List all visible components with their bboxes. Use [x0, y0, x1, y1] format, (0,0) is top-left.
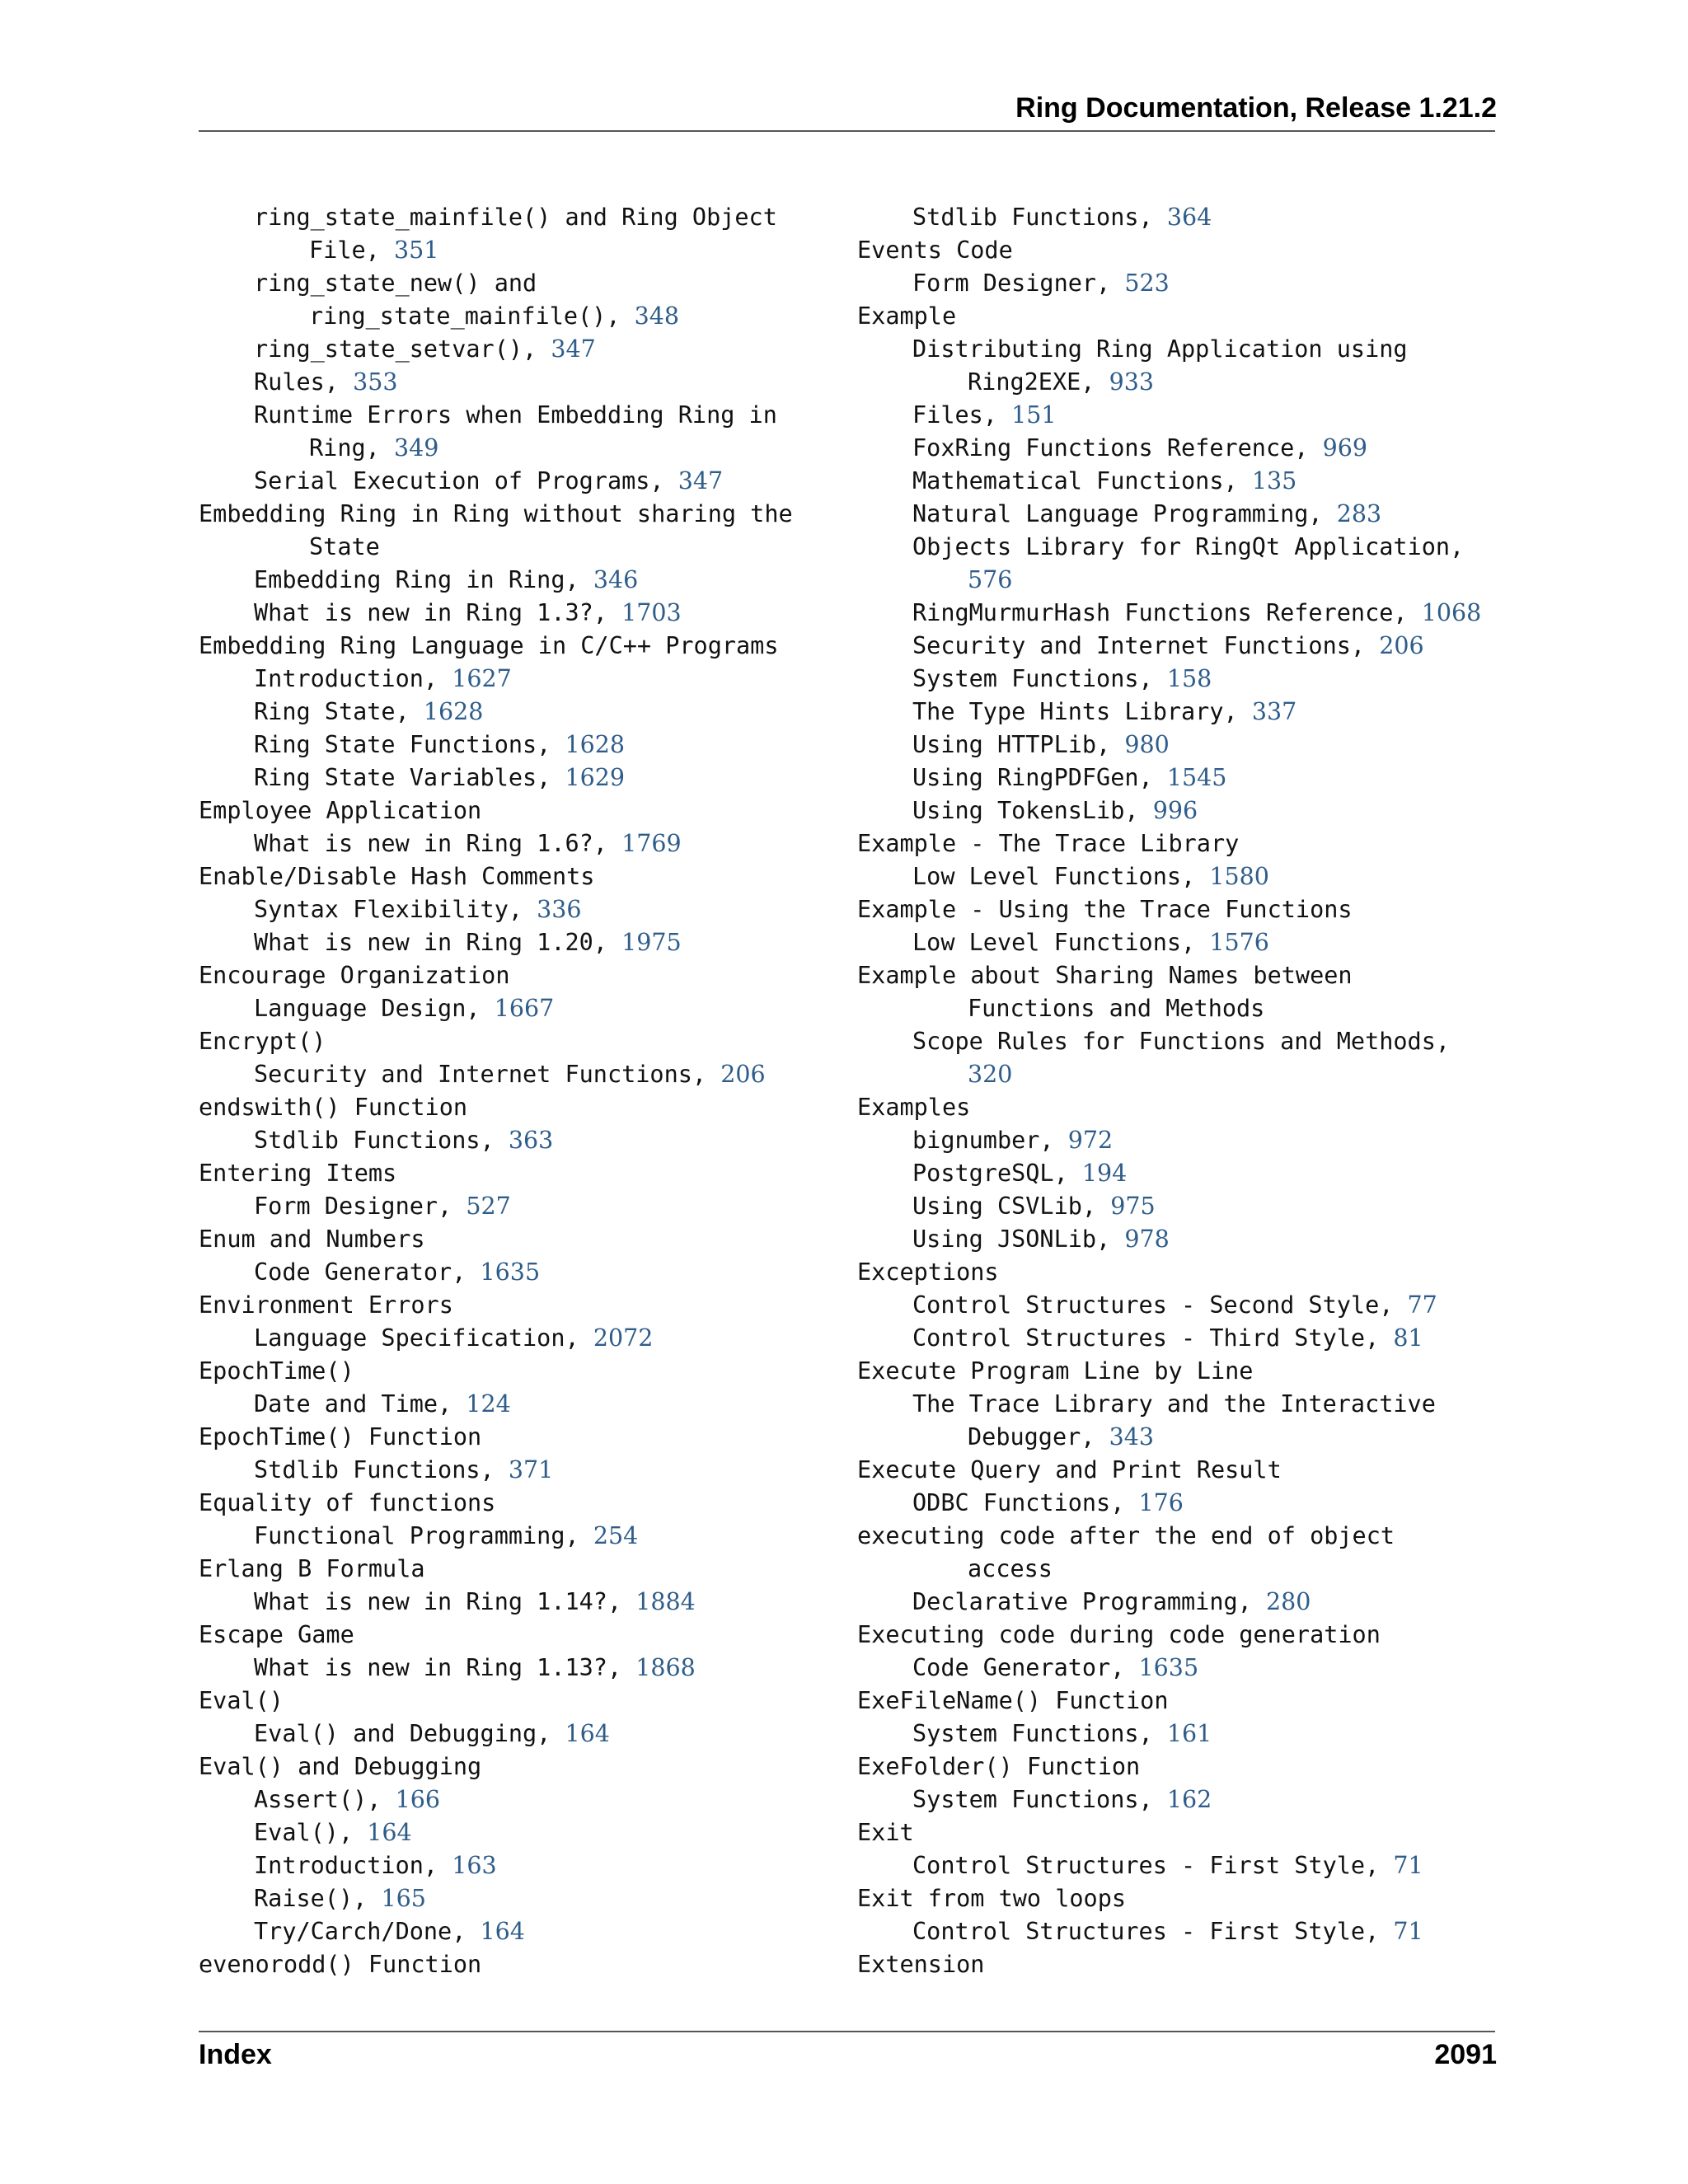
- index-entry-text: Low Level Functions,: [912, 863, 1210, 890]
- page-link[interactable]: 343: [1109, 1423, 1154, 1451]
- index-subentry: [857, 1289, 1500, 1322]
- index-entry-text: Exit from two loops: [857, 1885, 1127, 1912]
- index-subentry: [199, 1586, 825, 1619]
- index-entry-text: RingMurmurHash Functions Reference,: [912, 599, 1422, 626]
- index-entry-text: Code Generator,: [254, 1258, 481, 1286]
- page-link[interactable]: 996: [1152, 797, 1198, 824]
- index-term: [857, 1816, 1500, 1849]
- page-link[interactable]: 349: [393, 434, 439, 462]
- page-link[interactable]: 1627: [452, 665, 512, 692]
- page-link[interactable]: 1703: [621, 599, 682, 626]
- index-term: [199, 1355, 825, 1388]
- page-link[interactable]: 162: [1166, 1786, 1212, 1813]
- index-entry-text: Objects Library for RingQt Application,: [912, 533, 1465, 560]
- page-link[interactable]: 1769: [621, 830, 682, 857]
- page-link[interactable]: 364: [1166, 204, 1212, 231]
- index-entry-text: Execute Query and Print Result: [857, 1456, 1282, 1483]
- page-link[interactable]: 363: [508, 1127, 554, 1154]
- index-term: [857, 1256, 1500, 1289]
- running-header-title: Ring Documentation, Release 1.21.2: [1015, 92, 1497, 124]
- index-subentry: [857, 465, 1500, 498]
- page-link[interactable]: 320: [968, 1061, 1013, 1088]
- index-subentry: [199, 531, 825, 564]
- index-entry-text: Employee Application: [199, 797, 482, 824]
- index-term: [199, 1091, 825, 1124]
- page-link[interactable]: 347: [678, 467, 724, 494]
- index-entry-text: Encrypt(): [199, 1028, 326, 1055]
- index-subentry: [857, 1586, 1500, 1619]
- page-link[interactable]: 1068: [1421, 599, 1482, 626]
- index-entry-text: Entering Items: [199, 1160, 397, 1187]
- page-link[interactable]: 353: [353, 368, 398, 396]
- index-subentry: [199, 333, 825, 366]
- index-term: [857, 1750, 1500, 1783]
- index-entry-text: Events Code: [857, 237, 1013, 264]
- page-link[interactable]: 2072: [593, 1324, 654, 1352]
- index-subentry: [199, 564, 825, 597]
- index-subentry: [857, 432, 1500, 465]
- index-subentry: [857, 1124, 1500, 1157]
- index-subentry: [857, 992, 1500, 1025]
- page-link[interactable]: 337: [1251, 698, 1297, 725]
- page-link[interactable]: 1628: [565, 731, 626, 758]
- index-term: [857, 1454, 1500, 1487]
- index-column-left: [199, 201, 825, 1981]
- index-entry-text: Executing code during code generation: [857, 1621, 1381, 1648]
- index-entry-text: Runtime Errors when Embedding Ring in: [254, 401, 777, 429]
- index-subentry: [199, 1058, 825, 1091]
- index-subentry: [857, 1388, 1500, 1421]
- page-link[interactable]: 77: [1407, 1291, 1437, 1319]
- index-term: [199, 1223, 825, 1256]
- index-subentry: [199, 1520, 825, 1553]
- index-subentry: [857, 794, 1500, 827]
- index-entry-text: Introduction,: [254, 665, 452, 692]
- page-link[interactable]: 1628: [423, 698, 484, 725]
- index-entry-text: Equality of functions: [199, 1489, 496, 1516]
- index-entry-text: ExeFolder() Function: [857, 1753, 1141, 1780]
- index-subentry: [199, 267, 825, 300]
- index-subentry: [199, 1718, 825, 1750]
- index-subentry: [199, 1124, 825, 1157]
- page-link[interactable]: 151: [1011, 401, 1057, 429]
- index-subentry: [857, 1718, 1500, 1750]
- index-entry-text: ExeFileName() Function: [857, 1687, 1169, 1714]
- page-link[interactable]: 206: [1379, 632, 1424, 659]
- index-term: [857, 893, 1500, 926]
- page-link[interactable]: 71: [1393, 1852, 1423, 1879]
- index-entry-text: Ring,: [309, 434, 394, 462]
- header-rule: [199, 130, 1495, 132]
- index-subentry: [857, 333, 1500, 366]
- index-entry-text: Environment Errors: [199, 1291, 453, 1319]
- index-subentry: [199, 1783, 825, 1816]
- index-entry-text: Control Structures - Third Style,: [912, 1324, 1394, 1352]
- index-term: [857, 1882, 1500, 1915]
- index-entry-text: FoxRing Functions Reference,: [912, 434, 1323, 462]
- index-term: [199, 794, 825, 827]
- page-link[interactable]: 81: [1393, 1324, 1423, 1352]
- index-entry-text: What is new in Ring 1.14?,: [254, 1588, 636, 1615]
- index-entry-text: Stdlib Functions,: [254, 1127, 509, 1154]
- index-entry-text: Code Generator,: [912, 1654, 1139, 1681]
- index-entry-text: access: [968, 1555, 1053, 1582]
- index-subentry: [857, 399, 1500, 432]
- index-entry-text: Encourage Organization: [199, 962, 510, 989]
- index-entry-text: Try/Carch/Done,: [254, 1918, 481, 1945]
- index-entry-text: Distributing Ring Application using: [912, 335, 1408, 363]
- page-link[interactable]: 206: [720, 1061, 766, 1088]
- index-entry-text: Serial Execution of Programs,: [254, 467, 678, 494]
- index-term: [199, 1289, 825, 1322]
- index-entry-text: Using TokensLib,: [912, 797, 1153, 824]
- index-entry-text: bignumber,: [912, 1127, 1068, 1154]
- index-subentry: [857, 762, 1500, 794]
- index-entry-text: Using JSONLib,: [912, 1226, 1125, 1253]
- index-subentry: [199, 432, 825, 465]
- index-subentry: [199, 893, 825, 926]
- index-entry-text: Eval(): [199, 1687, 284, 1714]
- index-entry-text: Low Level Functions,: [912, 929, 1210, 956]
- page-link[interactable]: 346: [593, 566, 639, 593]
- index-term: [857, 1520, 1500, 1553]
- index-subentry: [857, 1025, 1500, 1058]
- page-link[interactable]: 280: [1265, 1588, 1311, 1615]
- index-entry-text: Embedding Ring Language in C/C++ Programs: [199, 632, 779, 659]
- page-link[interactable]: 1884: [635, 1588, 696, 1615]
- page-link[interactable]: 336: [537, 896, 582, 923]
- index-entry-text: Eval() and Debugging,: [254, 1720, 565, 1747]
- index-entry-text: Example about Sharing Names between: [857, 962, 1353, 989]
- index-subentry: [199, 926, 825, 959]
- index-term: [857, 959, 1500, 992]
- index-entry-text: File,: [309, 237, 394, 264]
- index-entry-text: Ring State Variables,: [254, 764, 565, 791]
- index-subentry: [199, 201, 825, 234]
- index-subentry: [199, 827, 825, 860]
- index-entry-text: Scope Rules for Functions and Methods,: [912, 1028, 1451, 1055]
- index-entry-text: What is new in Ring 1.20,: [254, 929, 622, 956]
- index-entry-text: PostgreSQL,: [912, 1160, 1082, 1187]
- index-entry-text: Execute Program Line by Line: [857, 1357, 1254, 1385]
- page-link[interactable]: 351: [393, 237, 439, 264]
- index-term: [199, 1948, 825, 1981]
- index-subentry: [199, 465, 825, 498]
- index-subentry: [857, 663, 1500, 696]
- index-subentry: [199, 762, 825, 794]
- index-subentry: [857, 860, 1500, 893]
- index-subentry: [857, 597, 1500, 630]
- index-entry-text: Example: [857, 302, 957, 330]
- page-link[interactable]: 975: [1110, 1193, 1156, 1220]
- index-entry-text: Eval() and Debugging: [199, 1753, 482, 1780]
- page-link[interactable]: 166: [395, 1786, 440, 1813]
- index-subentry: [199, 234, 825, 267]
- index-subentry: [857, 729, 1500, 762]
- index-entry-text: Mathematical Functions,: [912, 467, 1252, 494]
- index-entry-text: Examples: [857, 1094, 971, 1121]
- index-subentry: [857, 267, 1500, 300]
- page-link[interactable]: 164: [480, 1918, 525, 1945]
- footer-page-number: 2091: [1434, 2039, 1497, 2070]
- index-entry-text: Ring State Functions,: [254, 731, 565, 758]
- index-entry-text: endswith() Function: [199, 1094, 468, 1121]
- page-link[interactable]: 1576: [1209, 929, 1269, 956]
- index-entry-text: Security and Internet Functions,: [912, 632, 1380, 659]
- page-link[interactable]: 1635: [1138, 1654, 1199, 1681]
- index-column-right: [857, 201, 1500, 1981]
- page-link[interactable]: 194: [1081, 1160, 1128, 1187]
- index-entry-text: Enum and Numbers: [199, 1226, 425, 1253]
- index-entry-text: evenorodd() Function: [199, 1951, 482, 1978]
- index-entry-text: ODBC Functions,: [912, 1489, 1139, 1516]
- index-entry-text: Exit: [857, 1819, 914, 1846]
- index-entry-text: Ring State,: [254, 698, 424, 725]
- page-link[interactable]: 1975: [621, 929, 682, 956]
- index-subentry: [199, 1816, 825, 1849]
- index-subentry: [199, 992, 825, 1025]
- index-term: [199, 1487, 825, 1520]
- index-term: [857, 300, 1500, 333]
- index-entry-text: Example - Using the Trace Functions: [857, 896, 1353, 923]
- index-entry-text: ring_state_setvar(),: [254, 335, 551, 363]
- index-entry-text: Stdlib Functions,: [912, 204, 1167, 231]
- index-entry-text: System Functions,: [912, 665, 1167, 692]
- index-term: [857, 1619, 1500, 1652]
- index-entry-text: Introduction,: [254, 1852, 452, 1879]
- index-entry-text: ring_state_new() and: [254, 269, 537, 297]
- index-subentry: [857, 1421, 1500, 1454]
- page-link[interactable]: 1629: [565, 764, 626, 791]
- index-entry-text: Form Designer,: [912, 269, 1125, 297]
- index-entry-text: System Functions,: [912, 1786, 1167, 1813]
- index-entry-text: Rules,: [254, 368, 354, 396]
- index-entry-text: What is new in Ring 1.3?,: [254, 599, 622, 626]
- index-subentry: [857, 1553, 1500, 1586]
- index-subentry: [199, 1190, 825, 1223]
- index-term: [857, 1685, 1500, 1718]
- page-link[interactable]: 158: [1166, 665, 1212, 692]
- index-entry-text: Eval(),: [254, 1819, 368, 1846]
- index-term: [199, 1619, 825, 1652]
- page-link[interactable]: 176: [1138, 1489, 1184, 1516]
- index-subentry: [199, 1322, 825, 1355]
- index-term: [199, 1685, 825, 1718]
- index-subentry: [857, 1190, 1500, 1223]
- index-term: [199, 860, 825, 893]
- index-term: [199, 1553, 825, 1586]
- index-term: [199, 1421, 825, 1454]
- index-subentry: [857, 1223, 1500, 1256]
- index-subentry: [857, 1849, 1500, 1882]
- index-entry-text: Example - The Trace Library: [857, 830, 1240, 857]
- index-entry-text: Extension: [857, 1951, 985, 1978]
- page-link[interactable]: 1635: [480, 1258, 541, 1286]
- index-entry-text: The Type Hints Library,: [912, 698, 1252, 725]
- index-term: [199, 1025, 825, 1058]
- index-term: [199, 1750, 825, 1783]
- page-link[interactable]: 164: [565, 1720, 610, 1747]
- index-entry-text: Using CSVLib,: [912, 1193, 1111, 1220]
- index-entry-text: Natural Language Programming,: [912, 500, 1337, 527]
- index-term: [857, 1355, 1500, 1388]
- index-subentry: [199, 696, 825, 729]
- index-subentry: [199, 1388, 825, 1421]
- page-link[interactable]: 163: [452, 1852, 497, 1879]
- footer-section-label: Index: [199, 2039, 272, 2070]
- index-entry-text: Erlang B Formula: [199, 1555, 425, 1582]
- footer-rule: [199, 2031, 1495, 2032]
- page-link[interactable]: 1580: [1209, 863, 1269, 890]
- index-entry-text: Control Structures - Second Style,: [912, 1291, 1408, 1319]
- index-term: [857, 234, 1500, 267]
- index-subentry: [857, 498, 1500, 531]
- index-entry-text: Functions and Methods: [968, 995, 1265, 1022]
- index-entry-text: Exceptions: [857, 1258, 999, 1286]
- page-link[interactable]: 933: [1109, 368, 1154, 396]
- index-term: [857, 827, 1500, 860]
- index-entry-text: EpochTime() Function: [199, 1423, 482, 1451]
- index-subentry: [857, 630, 1500, 663]
- index-subentry: [857, 1783, 1500, 1816]
- page-link[interactable]: 523: [1124, 269, 1170, 297]
- index-entry-text: Date and Time,: [254, 1390, 467, 1418]
- page-link[interactable]: 527: [466, 1193, 511, 1220]
- index-term: [199, 498, 825, 531]
- index-subentry: [857, 1652, 1500, 1685]
- page-link[interactable]: 1868: [635, 1654, 696, 1681]
- index-entry-text: Control Structures - First Style,: [912, 1852, 1394, 1879]
- index-term: [857, 1948, 1500, 1981]
- index-subentry: [857, 201, 1500, 234]
- page-link[interactable]: 980: [1124, 731, 1170, 758]
- index-term: [199, 959, 825, 992]
- index-subentry: [857, 564, 1500, 597]
- page-link[interactable]: 969: [1322, 434, 1368, 462]
- page-link[interactable]: 347: [551, 335, 596, 363]
- index-entry-text: What is new in Ring 1.6?,: [254, 830, 622, 857]
- page-link[interactable]: 164: [367, 1819, 412, 1846]
- index-entry-text: EpochTime(): [199, 1357, 354, 1385]
- index-subentry: [857, 1058, 1500, 1091]
- index-entry-text: Raise(),: [254, 1885, 382, 1912]
- page-link[interactable]: 135: [1251, 467, 1297, 494]
- index-entry-text: Using RingPDFGen,: [912, 764, 1167, 791]
- index-entry-text: Control Structures - First Style,: [912, 1918, 1394, 1945]
- index-entry-text: Enable/Disable Hash Comments: [199, 863, 595, 890]
- page-link[interactable]: 576: [968, 566, 1013, 593]
- index-subentry: [857, 366, 1500, 399]
- page-link[interactable]: 371: [508, 1456, 554, 1483]
- index-entry-text: System Functions,: [912, 1720, 1167, 1747]
- index-subentry: [199, 1915, 825, 1948]
- index-entry-text: Language Specification,: [254, 1324, 593, 1352]
- index-entry-text: Language Design,: [254, 995, 495, 1022]
- index-entry-text: Syntax Flexibility,: [254, 896, 537, 923]
- page-link[interactable]: 978: [1124, 1226, 1170, 1253]
- index-subentry: [199, 1849, 825, 1882]
- page-link[interactable]: 348: [634, 302, 680, 330]
- index-entry-text: State: [309, 533, 380, 560]
- index-subentry: [857, 531, 1500, 564]
- index-entry-text: executing code after the end of object: [857, 1522, 1395, 1549]
- index-term: [199, 630, 825, 663]
- index-subentry: [857, 1915, 1500, 1948]
- index-entry-text: Form Designer,: [254, 1193, 467, 1220]
- index-entry-text: ring_state_mainfile(),: [309, 302, 635, 330]
- index-subentry: [199, 399, 825, 432]
- page-link[interactable]: 165: [381, 1885, 426, 1912]
- page-link[interactable]: 972: [1067, 1127, 1114, 1154]
- index-entry-text: Embedding Ring in Ring,: [254, 566, 593, 593]
- index-subentry: [857, 1322, 1500, 1355]
- index-entry-text: Ring2EXE,: [968, 368, 1109, 396]
- index-entry-text: Debugger,: [968, 1423, 1109, 1451]
- index-entry-text: Escape Game: [199, 1621, 354, 1648]
- index-subentry: [199, 366, 825, 399]
- page-link[interactable]: 124: [466, 1390, 511, 1418]
- index-subentry: [857, 696, 1500, 729]
- page-link[interactable]: 1545: [1166, 764, 1227, 791]
- index-subentry: [199, 1454, 825, 1487]
- index-entry-text: Using HTTPLib,: [912, 731, 1125, 758]
- index-subentry: [199, 1882, 825, 1915]
- index-subentry: [199, 729, 825, 762]
- index-subentry: [857, 1487, 1500, 1520]
- index-subentry: [199, 663, 825, 696]
- page-link[interactable]: 71: [1393, 1918, 1423, 1945]
- index-subentry: [199, 1256, 825, 1289]
- page-link[interactable]: 283: [1336, 500, 1382, 527]
- index-subentry: [199, 300, 825, 333]
- index-entry-text: What is new in Ring 1.13?,: [254, 1654, 636, 1681]
- index-entry-text: Files,: [912, 401, 1012, 429]
- index-subentry: [857, 926, 1500, 959]
- index-entry-text: The Trace Library and the Interactive: [912, 1390, 1436, 1418]
- page-link[interactable]: 254: [593, 1522, 639, 1549]
- index-entry-text: ring_state_mainfile() and Ring Object: [254, 204, 777, 231]
- index-entry-text: Functional Programming,: [254, 1522, 593, 1549]
- page-link[interactable]: 161: [1166, 1720, 1212, 1747]
- index-subentry: [199, 597, 825, 630]
- index-term: [857, 1091, 1500, 1124]
- index-entry-text: Embedding Ring in Ring without sharing the: [199, 500, 793, 527]
- index-term: [199, 1157, 825, 1190]
- page-link[interactable]: 1667: [494, 995, 555, 1022]
- index-entry-text: Security and Internet Functions,: [254, 1061, 721, 1088]
- index-subentry: [199, 1652, 825, 1685]
- index-entry-text: Assert(),: [254, 1786, 396, 1813]
- index-subentry: [857, 1157, 1500, 1190]
- index-entry-text: Declarative Programming,: [912, 1588, 1266, 1615]
- index-entry-text: Stdlib Functions,: [254, 1456, 509, 1483]
